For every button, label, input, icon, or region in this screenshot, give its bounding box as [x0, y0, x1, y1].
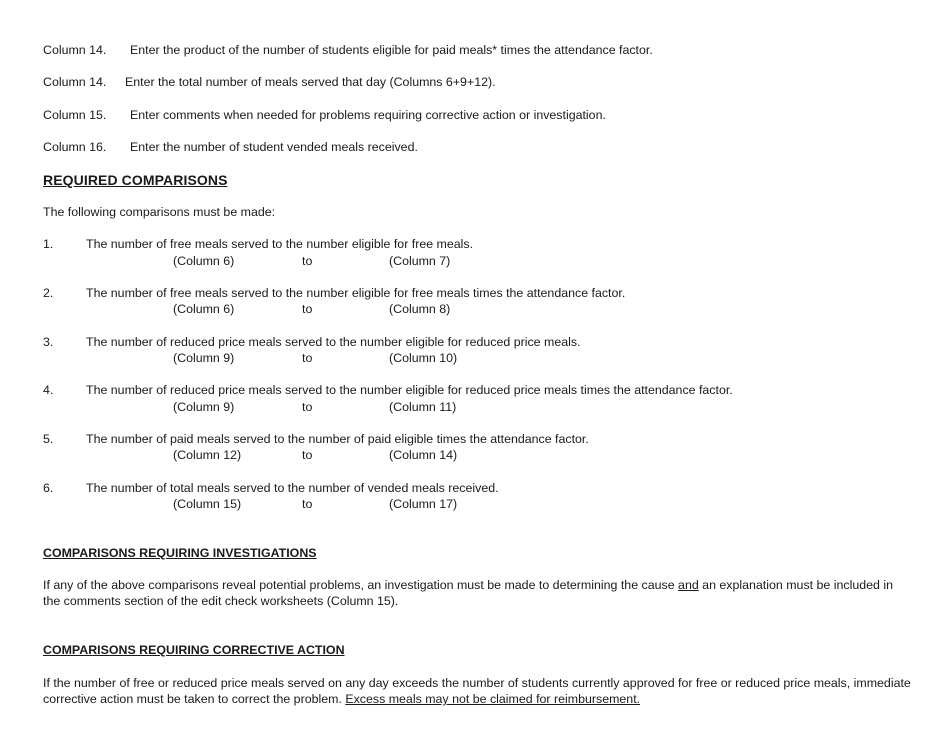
column-label: Column 14.	[43, 75, 107, 89]
column-description: Enter the product of the number of students eligible for paid meals* times the attendance factor.	[130, 43, 653, 57]
comparison-column-a: (Column 9)	[173, 351, 235, 365]
comparison-column-b: (Column 7)	[389, 254, 451, 268]
comparison-column-b: (Column 11)	[389, 400, 457, 414]
column-description: Enter the number of student vended meals received.	[130, 140, 418, 154]
investigations-text-underlined: and	[678, 578, 699, 592]
comparison-to: to	[302, 497, 313, 511]
comparison-column-b: (Column 17)	[389, 497, 458, 511]
comparison-text: The number of paid meals served to the number of paid eligible times the attendance factor.	[86, 432, 589, 446]
column-label: Column 15.	[43, 108, 107, 122]
corrective-action-paragraph	[43, 675, 913, 707]
comparison-to: to	[302, 302, 313, 316]
comparison-number: 2.	[43, 286, 54, 300]
comparison-column-b: (Column 10)	[389, 351, 458, 365]
investigations-text-before: If any of the above comparisons reveal potential problems, an investigation must be made to determining the cause	[43, 578, 679, 592]
comparison-text: The number of free meals served to the number eligible for free meals.	[86, 237, 474, 251]
investigations-paragraph	[43, 577, 913, 609]
comparison-text: The number of reduced price meals served to the number eligible for reduced price meals times the attendance factor.	[86, 383, 733, 397]
comparison-text: The number of total meals served to the number of vended meals received.	[86, 481, 499, 495]
comparison-number: 5.	[43, 432, 54, 446]
investigations-heading: COMPARISONS REQUIRING INVESTIGATIONS	[43, 546, 317, 560]
comparison-column-a: (Column 6)	[173, 302, 235, 316]
comparison-to: to	[302, 400, 313, 414]
column-label: Column 14.	[43, 43, 107, 57]
comparison-number: 1.	[43, 237, 54, 251]
column-description: Enter comments when needed for problems requiring corrective action or investigation.	[130, 108, 606, 122]
column-description: Enter the total number of meals served that day (Columns 6+9+12).	[125, 75, 496, 89]
required-comparisons-heading: REQUIRED COMPARISONS	[43, 172, 228, 188]
comparisons-intro: The following comparisons must be made:	[43, 205, 276, 219]
comparison-text: The number of reduced price meals served to the number eligible for reduced price meals.	[86, 335, 581, 349]
comparison-column-a: (Column 12)	[173, 448, 242, 462]
comparison-column-b: (Column 14)	[389, 448, 458, 462]
investigations-text-after: an explanation must be included in the comments section of the edit check worksheets (Column 15).	[43, 578, 893, 608]
corrective-action-text-before: If the number of free or reduced price meals served on any day exceeds the number of students currently approved for free or reduced price meals, immediate corrective action must be taken to correct the problem.	[43, 676, 911, 706]
comparison-number: 4.	[43, 383, 54, 397]
comparison-column-b: (Column 8)	[389, 302, 451, 316]
comparison-column-a: (Column 6)	[173, 254, 235, 268]
comparison-column-a: (Column 9)	[173, 400, 235, 414]
comparison-number: 3.	[43, 335, 54, 349]
comparison-to: to	[302, 448, 313, 462]
comparison-to: to	[302, 254, 313, 268]
column-label: Column 16.	[43, 140, 107, 154]
comparison-to: to	[302, 351, 313, 365]
comparison-column-a: (Column 15)	[173, 497, 242, 511]
corrective-action-heading: COMPARISONS REQUIRING CORRECTIVE ACTION	[43, 643, 345, 657]
corrective-action-text-underlined: Excess meals may not be claimed for reimbursement.	[345, 692, 641, 706]
comparison-number: 6.	[43, 481, 54, 495]
comparison-text: The number of free meals served to the number eligible for free meals times the attendance factor.	[86, 286, 626, 300]
